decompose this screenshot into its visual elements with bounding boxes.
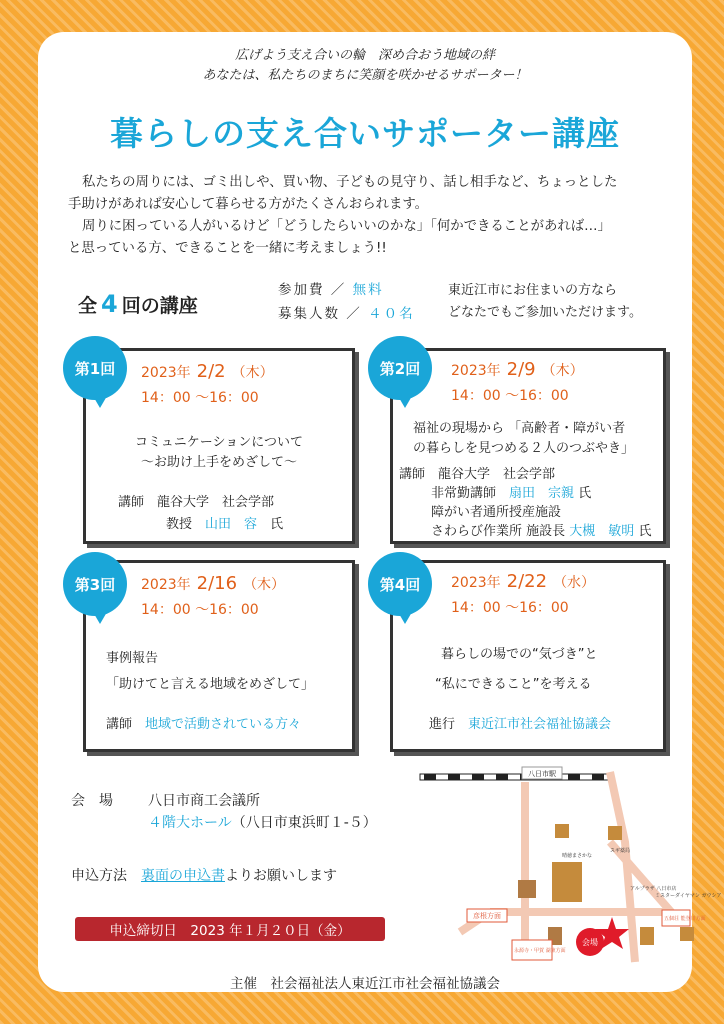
session-2-speaker-4: さわらび作業所 施設長 大槻 敏明 氏 [431,524,652,539]
session-2-line-2: の暮らしを見つめる２人のつぶやき」 [413,441,635,456]
building-3 [518,880,536,898]
fee-value: 無料 [352,282,384,298]
session-3-line-1: 事例報告 [106,651,159,666]
session-3-line-2: 「助けてと言える地域をめざして」 [106,677,315,692]
session-4-line-2: “私にできること”を考える [435,677,592,692]
session-1-time: 14：00 ～16：00 [141,390,259,406]
host-organization: 主催 社会福祉法人東近江市社会福祉協議会 [230,976,500,992]
session-1-line-1: コミュニケーションについて [135,435,303,450]
capacity-label: 募集人数 [278,306,340,322]
capacity-row: 募集人数 ／ ４０名 [278,306,415,322]
description-line-4: と思っている方、できることを一緒に考えましょう!! [68,241,387,256]
intro-line-1: 広げよう支え合いの輪 深め合おう地域の絆 [234,48,495,63]
session-4-time: 14：00 ～16：00 [451,600,569,616]
venue-marker-label: 会場 [582,938,598,947]
course-count [78,290,198,318]
session-card-2 [390,348,666,544]
venue-hall: ４階大ホール（八日市東浜町１-５） [148,815,377,831]
resident-note-2: どなたでもご参加いただけます。 [448,305,642,320]
building-main [552,862,582,902]
fee-row: 参加費 ／ 無料 [278,282,384,298]
session-1-date: 2023年 2/2 （木） [141,361,274,382]
session-4-badge: 第4回 [368,552,432,616]
session-1-speaker-1: 講師 龍谷大学 社会学部 [118,495,275,510]
session-4-facilitator: 進行 東近江市社会福祉協議会 [429,717,612,732]
session-2-date: 2023年 2/9 （木） [451,359,584,380]
session-1-badge: 第1回 [63,336,127,400]
fee-label: 参加費 [278,282,325,298]
building-5 [640,927,654,945]
venue-map [420,762,722,962]
page-title: 暮らしの支え合いサポーター講座 [110,114,620,153]
session-2-time: 14：00 ～16：00 [451,388,569,404]
flyer-panel [38,32,722,992]
building-1 [555,824,569,838]
session-3-date: 2023年 2/16 （木） [141,573,286,594]
building-2 [608,826,622,840]
description-line-2: 手助けがあれば安心して暮らせる方がたくさんおられます。 [68,197,429,212]
intro-line-2: あなたは、私たちのまちに笑顔を咲かせるサポーター！ [202,68,528,83]
session-2-speaker-3: 障がい者通所授産施設 [431,505,562,520]
map-direction-left: 彦根方面 [473,912,501,920]
map-label-0: 晴徳まさかな [562,853,593,859]
deadline-banner: 申込締切日 2023 年１月２０日（金） [75,917,385,941]
session-4-date: 2023年 2/22 （水） [451,571,596,592]
session-2-line-1: 福祉の現場から 「高齢者・障がい者 [413,421,626,436]
application-label: 申込方法 [71,868,127,884]
map-label-1: スギ薬局 [610,848,631,854]
session-3-speaker: 講師 地域で活動されている方々 [106,717,302,732]
capacity-value: ４０名 [368,306,415,322]
resident-note-1: 東近江市にお住まいの方なら [448,283,618,298]
application-row [71,865,337,885]
session-1-line-2: ～お助け上手をめざして～ [140,455,297,470]
application-rest: よりお願いします [225,868,337,884]
map-label-4: 五個荘 能登川方面 [664,916,706,922]
description-line-3: 周りに困っている人がいるけど「どうしたらいいのかな」「何かできることがあれば…」 [82,219,611,234]
map-label-3: ミスターダイヤマン ガウシア [655,893,722,899]
map-label-7: 永源寺・甲賀 湖東方面 [514,948,566,954]
session-1-speaker-2: 教授 山田 容 氏 [166,517,284,532]
course-count-suffix: 回の講座 [121,295,198,317]
course-count-prefix: 全 [78,295,98,317]
session-3-badge: 第3回 [63,552,127,616]
map-label-2: アルプラザ 八日市店 [630,886,677,892]
station-label: 八日市駅 [528,770,556,778]
venue-name: 八日市商工会議所 [148,793,260,809]
application-form-link[interactable]: 裏面の申込書 [141,868,225,884]
description-line-1: 私たちの周りには、ゴミ出しや、買い物、子どもの見守り、話し相手など、ちょっとした [82,175,618,190]
session-2-badge: 第2回 [368,336,432,400]
session-4-line-1: 暮らしの場での“気づき”と [441,647,598,662]
venue-label: 会 場 [71,793,113,809]
building-6 [680,927,694,941]
session-2-speaker-1: 講師 龍谷大学 社会学部 [399,467,556,482]
session-2-speaker-2: 非常勤講師 扇田 宗親 氏 [431,486,592,501]
session-3-time: 14：00 ～16：00 [141,602,259,618]
course-count-number: 4 [101,290,118,318]
